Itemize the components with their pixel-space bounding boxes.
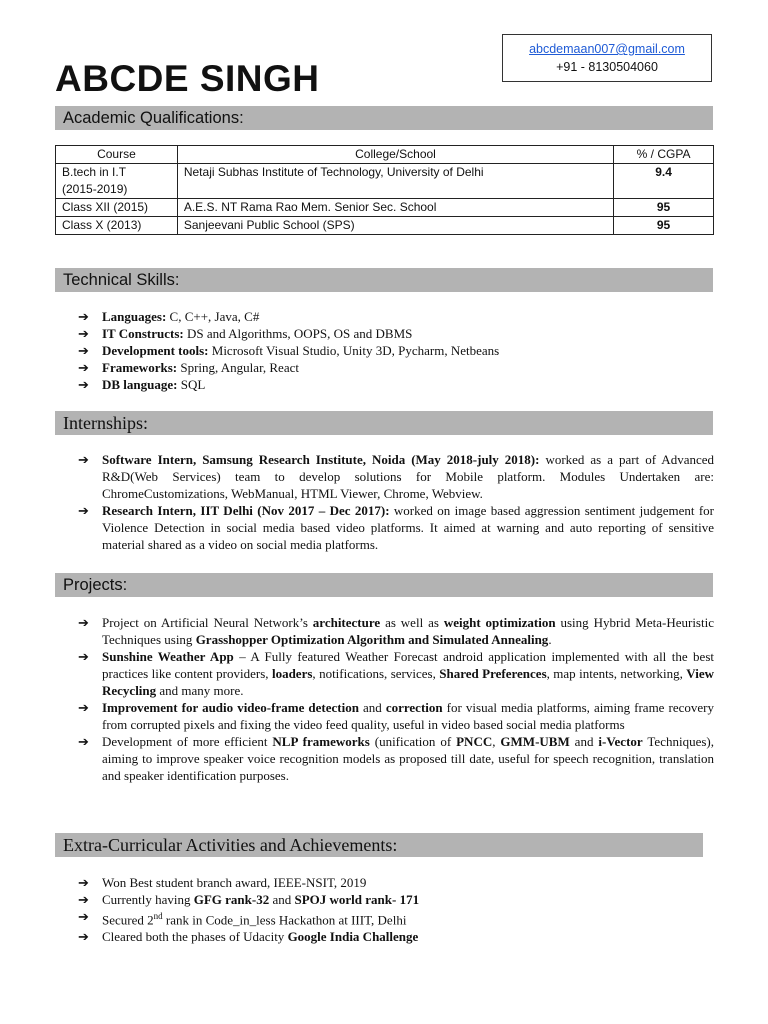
section-academic: Academic Qualifications: [55, 106, 713, 130]
school-cell: Sanjeevani Public School (SPS) [177, 217, 613, 235]
list-item [78, 342, 714, 359]
course-years: (2015-2019) [62, 182, 128, 196]
list-item [78, 451, 714, 502]
internships-list [78, 451, 714, 553]
text: Currently having [102, 892, 194, 907]
arrow-icon: ➔ [78, 360, 89, 375]
section-projects: Projects: [55, 573, 713, 597]
text: Project on Artificial Neural Network’s [102, 615, 313, 630]
skill-value: C, C++, Java, C# [169, 309, 260, 324]
bold-text: i-Vector [598, 734, 643, 749]
score-cell: 9.4 [614, 164, 714, 199]
arrow-icon: ➔ [78, 909, 89, 924]
arrow-icon: ➔ [78, 377, 89, 392]
list-item [78, 359, 714, 376]
skill-label: Development tools: [102, 343, 209, 358]
internship-desc: worked on image based aggression sentiment judgement for Violence Detection in social media based video platforms. It aimed at warning and auto reporting of sensitive material shared as a video on social media platforms. [102, 503, 715, 552]
arrow-icon: ➔ [78, 452, 89, 467]
course-cell [56, 164, 178, 199]
extra-list [78, 874, 714, 945]
phone-number: +91 - 8130504060 [556, 60, 658, 74]
arrow-icon: ➔ [78, 892, 89, 907]
header-score: % / CGPA [614, 146, 714, 164]
list-item [78, 908, 714, 928]
skills-list [78, 308, 714, 393]
bold-text: correction [385, 700, 443, 715]
table-header-row [56, 146, 714, 164]
bold-text: Grasshopper Optimization Algorithm and Simulated Annealing [195, 632, 549, 647]
list-item [78, 874, 714, 891]
text: and many more. [156, 683, 244, 698]
skill-value: Microsoft Visual Studio, Unity 3D, Pycharm, Netbeans [211, 343, 500, 358]
course-cell: Class XII (2015) [56, 199, 178, 217]
bold-text: Google India Challenge [287, 929, 419, 945]
skill-value: SQL [180, 377, 206, 392]
skill-label: Languages: [102, 309, 167, 324]
list-item [78, 502, 714, 553]
table-row [56, 199, 714, 217]
bold-text: SPOJ world rank- 171 [294, 892, 420, 907]
internship-title: Software Intern, Samsung Research Institute, Noida (May 2018-july 2018): [102, 452, 540, 467]
text: Won Best student branch award, IEEE-NSIT, 2019 [102, 875, 367, 890]
skill-label: DB language: [102, 377, 178, 392]
arrow-icon: ➔ [78, 734, 89, 749]
list-item [78, 928, 714, 945]
list-item [78, 891, 714, 908]
bold-text: GMM-UBM [500, 734, 570, 749]
text: , map intents, networking, [546, 666, 687, 681]
skill-value: Spring, Angular, React [180, 360, 299, 375]
text: using Hybrid Meta-Heuristic Techniques using [102, 615, 714, 647]
bold-text: loaders [271, 666, 313, 681]
arrow-icon: ➔ [78, 326, 89, 341]
course-line: B.tech in I.T [62, 165, 127, 179]
arrow-icon: ➔ [78, 875, 89, 890]
list-item [78, 648, 714, 699]
text: Techniques), aiming to improve speaker voice recognition models as proposed till date, useful for speech recognition, translation and speaker identification purposes. [102, 734, 714, 783]
text: rank in Code_in_less Hackathon at IIIT, Delhi [162, 912, 407, 928]
section-internships: Internships: [55, 411, 713, 435]
list-item [78, 376, 714, 393]
text: – A Fully featured Weather Forecast android application implemented with all the best practices like content providers, [102, 649, 714, 681]
email-link[interactable]: abcdemaan007@gmail.com [529, 42, 685, 56]
bold-text: Shared Preferences [439, 666, 547, 681]
list-item [78, 699, 714, 733]
projects-list [78, 614, 714, 784]
school-cell: A.E.S. NT Rama Rao Mem. Senior Sec. School [177, 199, 613, 217]
text: and [569, 734, 599, 749]
arrow-icon: ➔ [78, 929, 89, 945]
text: and [358, 700, 386, 715]
header-school: College/School [177, 146, 613, 164]
text: (unification of [369, 734, 457, 749]
education-table [55, 145, 714, 235]
bold-text: weight optimization [443, 615, 556, 630]
skill-label: Frameworks: [102, 360, 178, 375]
course-cell: Class X (2013) [56, 217, 178, 235]
list-item [78, 614, 714, 648]
school-cell: Netaji Subhas Institute of Technology, University of Delhi [177, 164, 613, 199]
skill-label: IT Constructs: [102, 326, 184, 341]
arrow-icon: ➔ [78, 615, 89, 630]
arrow-icon: ➔ [78, 649, 89, 664]
bold-text: PNCC [456, 734, 493, 749]
text: as well as [380, 615, 444, 630]
internship-title: Research Intern, IIT Delhi (Nov 2017 – Dec 2017): [102, 503, 390, 518]
text: and [269, 892, 295, 907]
table-row [56, 164, 714, 199]
text: . [548, 632, 552, 647]
section-extra: Extra-Curricular Activities and Achievements: [55, 833, 703, 857]
text: , notifications, services, [312, 666, 440, 681]
arrow-icon: ➔ [78, 343, 89, 358]
list-item [78, 308, 714, 325]
text: Cleared both the phases of Udacity [102, 929, 288, 945]
section-skills: Technical Skills: [55, 268, 713, 292]
header-course: Course [56, 146, 178, 164]
bold-text: architecture [312, 615, 381, 630]
score-cell: 95 [614, 217, 714, 235]
internship-desc: worked as a part of Advanced R&D(Web Services) team to develop solutions for Mobile platform. Modules Undertaken are: ChromeCustomizations, WebManual, HTML Viewer, Chrome, Webview. [102, 452, 715, 501]
bold-text: GFG rank-32 [193, 892, 270, 907]
table-row [56, 217, 714, 235]
text: Development of more efficient [102, 734, 273, 749]
arrow-icon: ➔ [78, 309, 89, 324]
bold-text: Sunshine Weather App [102, 649, 234, 664]
arrow-icon: ➔ [78, 503, 89, 518]
text: Secured 2 [102, 912, 154, 928]
bold-text: Improvement for audio video-frame detection [102, 700, 359, 715]
score-cell: 95 [614, 199, 714, 217]
bold-text: NLP frameworks [272, 734, 370, 749]
bold-text: View Recycling [102, 666, 714, 698]
candidate-name: ABCDE SINGH [55, 58, 320, 99]
superscript: nd [153, 911, 163, 921]
text: for visual media platforms, aiming frame recovery from corrupted pixels and fixing the video feed quality, useful in video based social media platforms [102, 700, 714, 732]
contact-box [502, 34, 712, 82]
list-item [78, 733, 714, 784]
list-item [78, 325, 714, 342]
skill-value: DS and Algorithms, OOPS, OS and DBMS [187, 326, 413, 341]
text: , [492, 734, 501, 749]
arrow-icon: ➔ [78, 700, 89, 715]
